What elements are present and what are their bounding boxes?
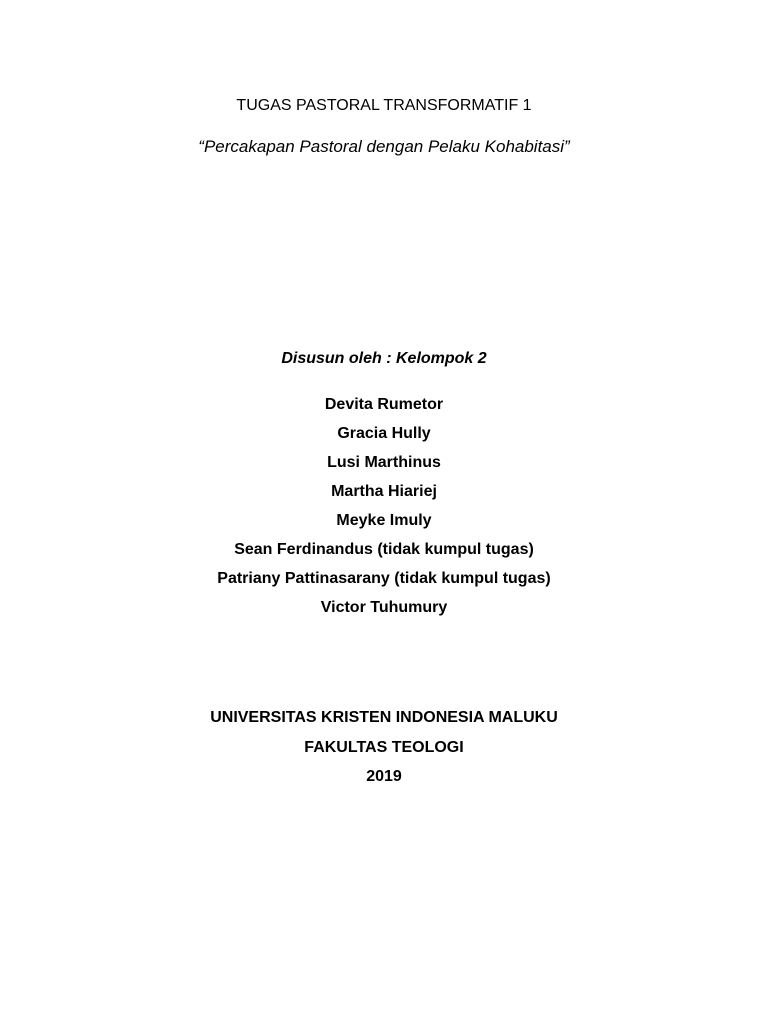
member-name: Gracia Hully [337, 425, 431, 442]
member-list [0, 390, 768, 622]
member-name: Meyke Imuly [336, 512, 432, 529]
member-name: Sean Ferdinandus (tidak kumpul tugas) [234, 541, 534, 558]
document-year: 2019 [366, 768, 402, 785]
member-name: Devita Rumetor [324, 396, 444, 413]
document-subtitle: “Percakapan Pastoral dengan Pelaku Kohabitasi” [198, 137, 570, 156]
document-title: TUGAS PASTORAL TRANSFORMATIF 1 [236, 97, 532, 114]
member-name: Victor Tuhumury [320, 599, 448, 616]
compiled-by-label: Disusun oleh : Kelompok 2 [281, 350, 487, 367]
member-name: Martha Hiariej [331, 483, 437, 500]
faculty-name: FAKULTAS TEOLOGI [304, 739, 464, 756]
institution-name: UNIVERSITAS KRISTEN INDONESIA MALUKU [210, 709, 558, 726]
member-name: Patriany Pattinasarany (tidak kumpul tugas) [217, 570, 551, 587]
member-name: Lusi Marthinus [327, 454, 441, 471]
